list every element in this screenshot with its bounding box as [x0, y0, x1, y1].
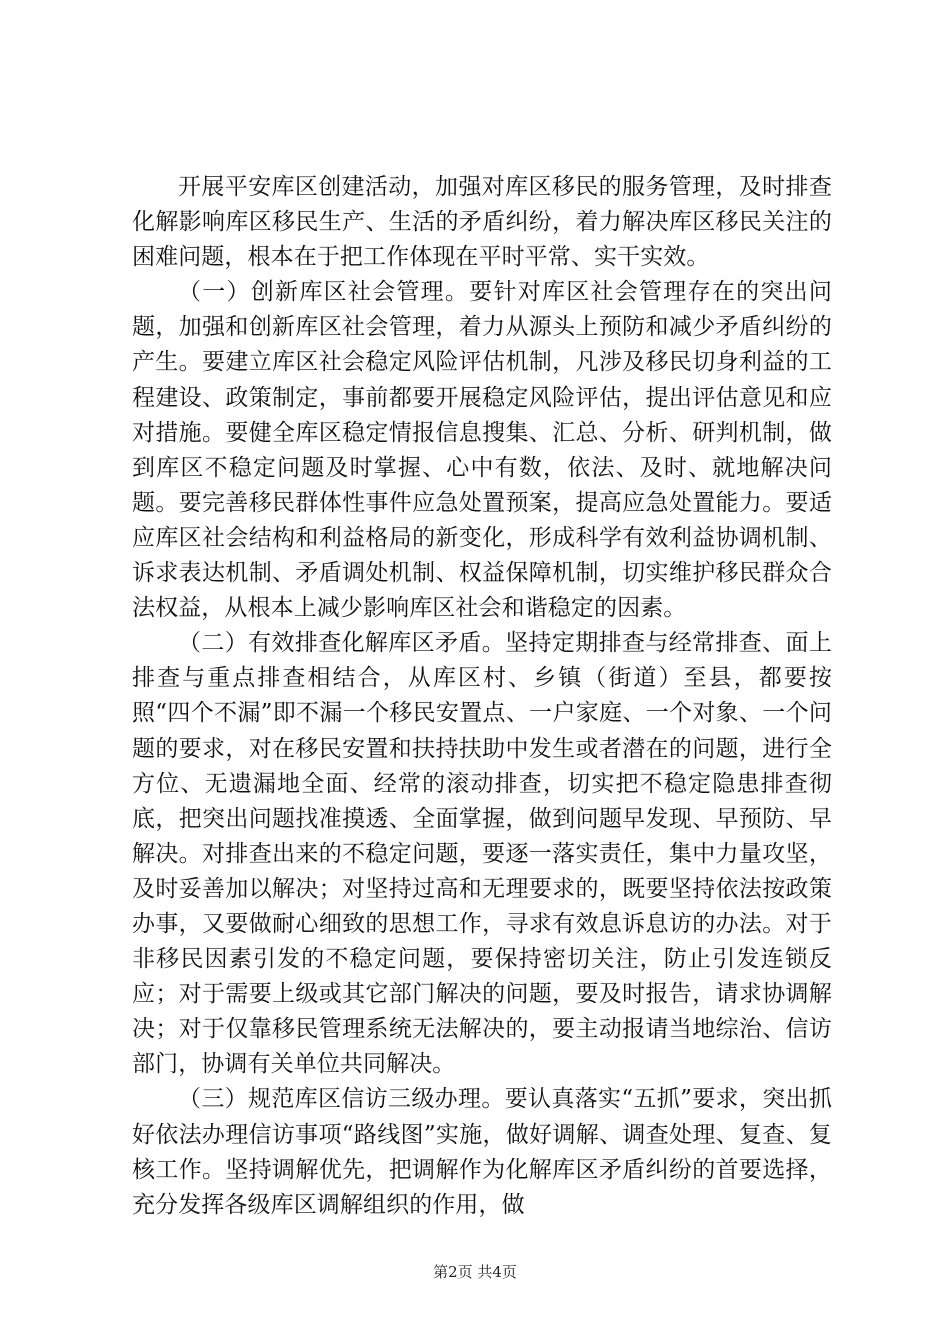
document-body: [132, 170, 832, 1223]
paragraph-section-3: （三）规范库区信访三级办理。要认真落实“五抓”要求，突出抓好依法办理信访事项“路线图”实施，做好调解、调查处理、复查、复核工作。坚持调解优先，把调解作为化解库区矛盾纠纷的首要选择，充分发挥各级库区调解组织的作用，做: [132, 1086, 832, 1218]
paragraph-section-1: （一）创新库区社会管理。要针对库区社会管理存在的突出问题，加强和创新库区社会管理，着力从源头上预防和减少矛盾纠纷的产生。要建立库区社会稳定风险评估机制，凡涉及移民切身利益的工程建设、政策制定，事前都要开展稳定风险评估，提出评估意见和应对措施。要健全库区稳定情报信息搜集、汇总、分析、研判机制，做到库区不稳定问题及时掌握、心中有数，依法、及时、就地解决问题。要完善移民群体性事件应急处置预案，提高应急处置能力。要适应库区社会结构和利益格局的新变化，形成科学有效利益协调机制、诉求表达机制、矛盾调处机制、权益保障机制，切实维护移民群众合法权益，从根本上减少影响库区社会和谐稳定的因素。: [132, 279, 832, 622]
page-footer: 第2页 共4页: [433, 1263, 517, 1281]
paragraph-section-2: （二）有效排查化解库区矛盾。坚持定期排查与经常排查、面上排查与重点排查相结合，从库区村、乡镇（街道）至县，都要按照“四个不漏”即不漏一个移民安置点、一户家庭、一个对象、一个问题的要求，对在移民安置和扶持扶助中发生或者潜在的问题，进行全方位、无遗漏地全面、经常的滚动排查，切实把不稳定隐患排查彻底，把突出问题找准摸透、全面掌握，做到问题早发现、早预防、早解决。对排查出来的不稳定问题，要逐一落实责任，集中力量攻坚，及时妥善加以解决；对坚持过高和无理要求的，既要坚持依法按政策办事，又要做耐心细致的思想工作，寻求有效息诉息访的办法。对于非移民因素引发的不稳定问题，要保持密切关注，防止引发连锁反应；对于需要上级或其它部门解决的问题，要及时报告，请求协调解决；对于仅靠移民管理系统无法解决的，要主动报请当地综治、信访部门，协调有关单位共同解决。: [132, 630, 832, 1078]
paragraph-intro: 开展平安库区创建活动，加强对库区移民的服务管理，及时排查化解影响库区移民生产、生活的矛盾纠纷，着力解决库区移民关注的困难问题，根本在于把工作体现在平时平常、实干实效。: [132, 174, 832, 271]
